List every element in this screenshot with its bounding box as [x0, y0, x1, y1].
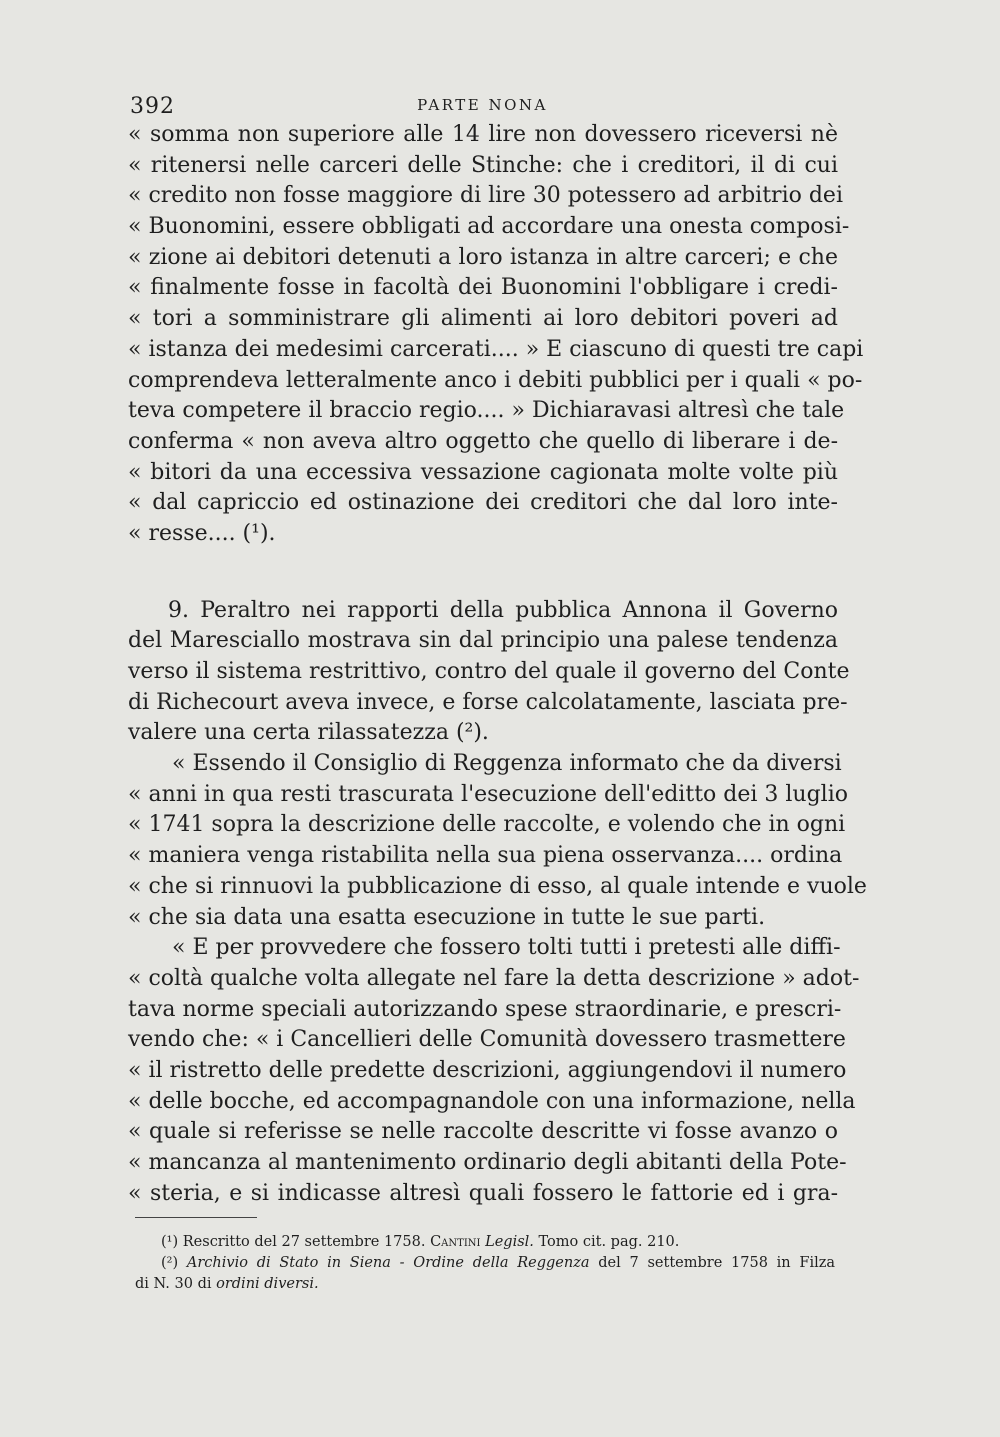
text-line: « steria, e si indicasse altresì quali fossero le fattorie ed i gra- [128, 1180, 838, 1206]
body-text [128, 120, 867, 1209]
text-line: « finalmente fosse in facoltà dei Buonomini l'obbligare i credi- [128, 275, 838, 301]
footnote-marker: (¹) [161, 1234, 179, 1250]
text-line: « E per provvedere che fossero tolti tutti i pretesti alle diffi- [172, 935, 841, 961]
text-line: di Richecourt aveva invece, e forse calcolatamente, lasciata pre- [128, 689, 848, 715]
text-line: tava norme speciali autorizzando spese straordinarie, e prescri- [128, 996, 842, 1022]
text-line: « Buonomini, essere obbligati ad accordare una onesta composi- [128, 214, 850, 240]
footnote-work: Legisl. [485, 1234, 534, 1250]
paragraph-quote-continuation [128, 120, 864, 550]
text-line: vendo che: « i Cancellieri delle Comunità dovessero trasmettere [128, 1027, 846, 1053]
text-line: « istanza dei medesimi carcerati.... » E ciascuno di questi tre capi [128, 336, 864, 362]
text-line: « anni in qua resti trascurata l'esecuzione dell'editto dei 3 luglio [128, 781, 848, 807]
text-line: « maniera venga ristabilita nella sua piena osservanza.... ordina [128, 843, 843, 869]
section-gap [128, 550, 838, 596]
text-line: 9. Peraltro nei rapporti della pubblica Annona il Governo [168, 597, 838, 623]
footnotes [135, 1232, 835, 1295]
text-line: « dal capriccio ed ostinazione dei creditori che dal loro inte- [128, 490, 838, 516]
text-line: « Essendo il Consiglio di Reggenza informato che da diversi [172, 751, 842, 777]
text-line: del Maresciallo mostrava sin dal principio una palese tendenza [128, 628, 838, 654]
footnote-1 [135, 1232, 835, 1253]
text-line: « tori a somministrare gli alimenti ai loro debitori poveri ad [128, 306, 838, 332]
text-line: conferma « non aveva altro oggetto che quello di liberare i de- [128, 428, 838, 454]
footnote-source: Archivio di Stato in Siena - Ordine della Reggenza [186, 1255, 590, 1271]
paragraph-section-9 [128, 596, 838, 627]
text-line: « ritenersi nelle carceri delle Stinche: che i creditori, il di cui [128, 152, 838, 178]
footnote-2 [135, 1253, 835, 1274]
text-line: « il ristretto delle predette descrizioni, aggiungendovi il numero [128, 1057, 847, 1083]
text-line: « resse.... (¹). [128, 520, 276, 546]
text-line: « delle bocche, ed accompagnandole con una informazione, nella [128, 1088, 856, 1114]
text-line: « zione ai debitori detenuti a loro istanza in altre carceri; e che [128, 244, 838, 270]
text-line: « 1741 sopra la descrizione delle raccolte, e volendo che in ogni [128, 812, 846, 838]
paragraph-quote-edict [128, 749, 867, 933]
paragraph-quote-provisions [128, 933, 860, 1209]
running-head: PARTE NONA [417, 96, 548, 114]
footnote-marker: (²) [161, 1255, 179, 1271]
footnote-2-cont [135, 1274, 835, 1295]
page-number: 392 [130, 94, 175, 119]
text-line: valere una certa rilassatezza (²). [128, 720, 489, 746]
text-line: « che si rinnuovi la pubblicazione di esso, al quale intende e vuole [128, 873, 867, 899]
text-line: verso il sistema restrittivo, contro del quale il governo del Conte [128, 659, 850, 684]
footnote-source: ordini diversi. [216, 1276, 319, 1292]
text-line: « credito non fosse maggiore di lire 30 potessero ad arbitrio dei [128, 183, 843, 209]
footnote-rule [135, 1217, 257, 1218]
text-line: « mancanza al mantenimento ordinario degli abitanti della Pote- [128, 1150, 847, 1175]
text-line: « somma non superiore alle 14 lire non dovessero riceversi nè [128, 122, 838, 147]
paragraph-section-9-cont [128, 626, 850, 749]
footnote-text: Tomo cit. pag. 210. [538, 1234, 680, 1250]
text-line: teva competere il braccio regio.... » Dichiaravasi altresì che tale [128, 398, 845, 424]
footnote-text: del 7 settembre 1758 in Filza [598, 1255, 836, 1271]
footnote-text: Rescritto del 27 settembre 1758. [182, 1234, 426, 1250]
text-line: comprendeva letteralmente anco i debiti pubblici per i quali « po- [128, 367, 863, 393]
footnote-author: Cantini [430, 1234, 481, 1250]
text-line: « che sia data una esatta esecuzione in tutte le sue parti. [128, 904, 766, 930]
text-line: « quale si referisse se nelle raccolte descritte vi fosse avanzo o [128, 1119, 838, 1145]
text-line: « bitori da una eccessiva vessazione cagionata molte volte più [128, 459, 838, 485]
footnote-text: di N. 30 di [135, 1276, 212, 1292]
text-line: « coltà qualche volta allegate nel fare la detta descrizione » adot- [128, 965, 860, 991]
